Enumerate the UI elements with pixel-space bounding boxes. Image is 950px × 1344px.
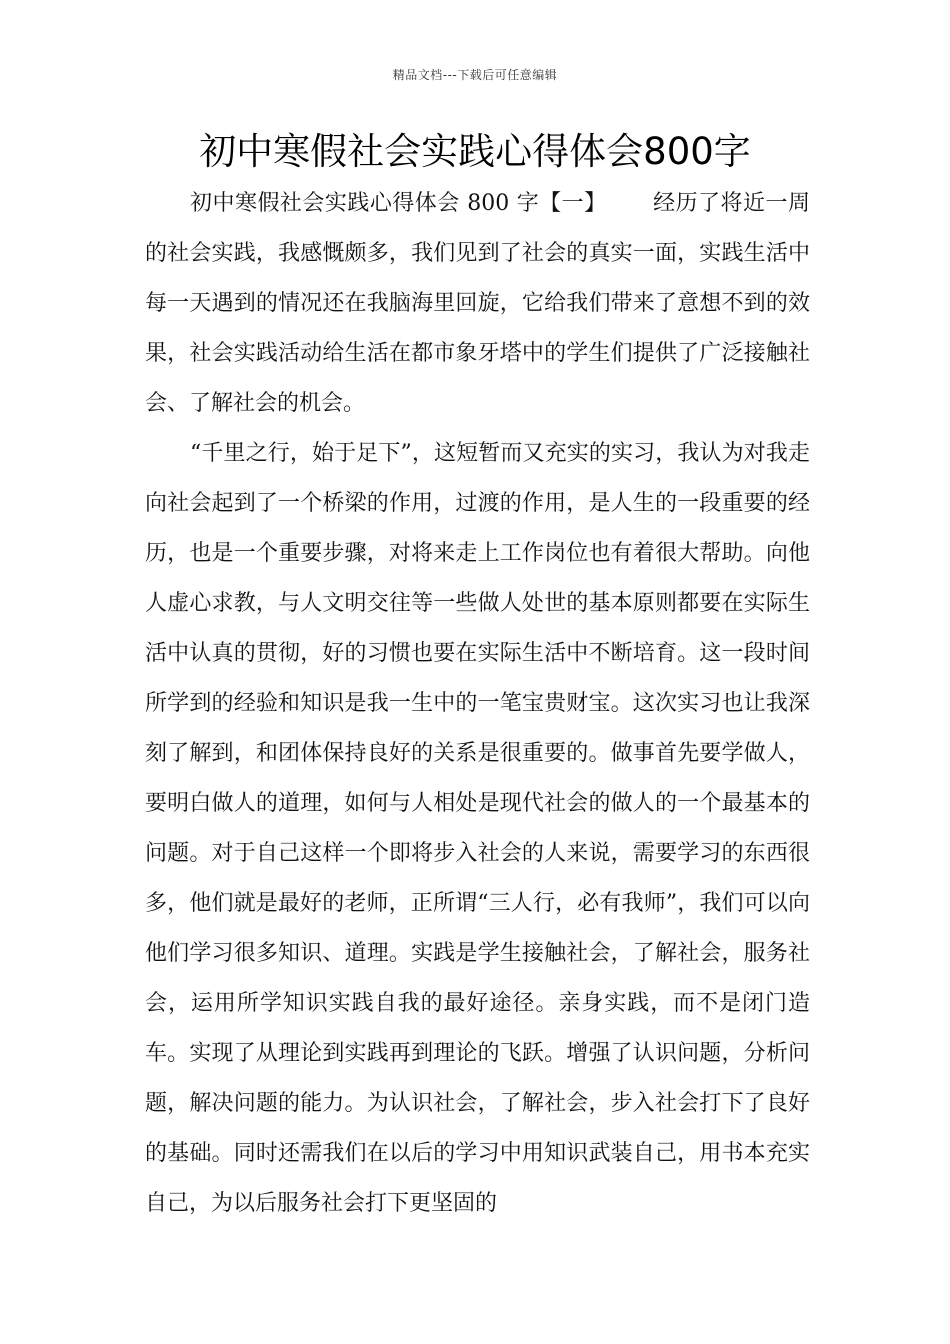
paragraph-1-text: 经历了将近一周的社会实践，我感慨颇多，我们见到了社会的真实一面，实践生活中每一天遇到的情况还在我脑海里回旋，它给我们带来了意想不到的效果，社会实践活动给生活在都市象牙塔中的学生们提供了广泛接触社会、了解社会的机会。 (145, 191, 810, 416)
section-heading: 初中寒假社会实践心得体会 800 字【一】 (190, 191, 607, 216)
paragraph-2: “千里之行，始于足下”，这短暂而又充实的实习，我认为对我走向社会起到了一个桥梁的作用，过渡的作用，是人生的一段重要的经历，也是一个重要步骤，对将来走上工作岗位也有着很大帮助。向他人虚心求教，与人文明交往等一些做人处世的基本原则都要在实际生活中认真的贯彻，好的习惯也要在实际生活中不断培育。这一段时间所学到的经验和知识是我一生中的一笔宝贵财宝。这次实习也让我深刻了解到，和团体保持良好的关系是很重要的。做事首先要学做人，要明白做人的道理，如何与人相处是现代社会的做人的一个最基本的问题。对于自己这样一个即将步入社会的人来说，需要学习的东西很多，他们就是最好的老师，正所谓“三人行，必有我师”，我们可以向他们学习很多知识、道理。实践是学生接触社会，了解社会，服务社会，运用所学知识实践自我的最好途径。亲身实践，而不是闭门造车。实现了从理论到实践再到理论的飞跃。增强了认识问题，分析问题，解决问题的能力。为认识社会，了解社会，步入社会打下了良好的基础。同时还需我们在以后的学习中用知识武装自己，用书本充实自己，为以后服务社会打下更坚固的 (145, 441, 810, 1216)
document-body (145, 179, 810, 1229)
header-note: 精品文档---下载后可任意编辑 (392, 68, 558, 82)
document-title: 初中寒假社会实践心得体会800字 (199, 130, 751, 173)
paragraph-1 (145, 179, 810, 429)
